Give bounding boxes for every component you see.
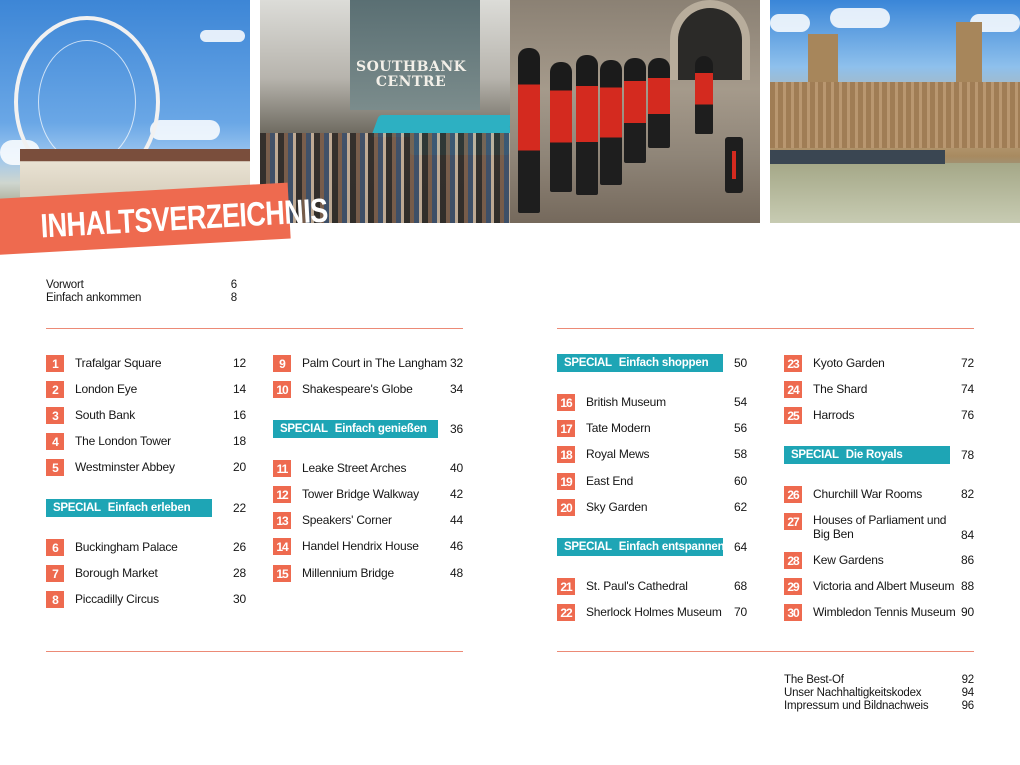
southbank-centre-photo	[260, 0, 510, 223]
entry-page: 72	[961, 356, 974, 370]
toc-outro-row[interactable]	[784, 687, 974, 700]
river-shape	[770, 163, 1020, 223]
entry-label: Palm Court in The Langham	[302, 356, 447, 370]
entry-number-badge: 3	[46, 407, 64, 424]
entry-label: Trafalgar Square	[75, 356, 162, 370]
entry-label: St. Paul's Cathedral	[586, 579, 688, 593]
entry-page: 46	[450, 539, 463, 553]
page-title: INHALTSVERZEICHNIS	[39, 191, 329, 245]
toc-entry[interactable]	[784, 513, 974, 545]
entry-number-badge: 20	[557, 499, 575, 516]
parliament-photo	[770, 0, 1020, 223]
entry-number-badge: 17	[557, 420, 575, 437]
entry-page: 90	[961, 605, 974, 619]
toc-intro-label: Vorwort	[46, 279, 84, 291]
entry-number-badge: 24	[784, 381, 802, 398]
toc-intro-page: 8	[230, 292, 237, 304]
entry-page: 48	[450, 566, 463, 580]
entry-number-badge: 2	[46, 381, 64, 398]
entry-number-badge: 1	[46, 355, 64, 372]
royal-guards-photo	[510, 0, 760, 223]
glass-facade-shape	[350, 0, 480, 110]
entry-label: Kyoto Garden	[813, 356, 885, 370]
special-tag: SPECIAL	[564, 541, 612, 553]
toc-entry[interactable]	[784, 381, 974, 399]
entry-label: Kew Gardens	[813, 553, 884, 567]
entry-label: Victoria and Albert Museum	[813, 579, 955, 593]
entry-label: Royal Mews	[586, 447, 650, 461]
entry-label: Handel Hendrix House	[302, 539, 419, 553]
entry-number-badge: 11	[273, 460, 291, 477]
toc-outro-page: 94	[961, 687, 974, 699]
entry-number-badge: 22	[557, 604, 575, 621]
palace-shape	[770, 82, 1020, 148]
entry-number-badge: 10	[273, 381, 291, 398]
toc-outro-row[interactable]	[784, 674, 974, 687]
cloud-shape	[150, 120, 220, 140]
entry-page: 26	[233, 540, 246, 554]
entry-label: Piccadilly Circus	[75, 592, 159, 606]
entry-page: 16	[233, 408, 246, 422]
guard-shape	[624, 58, 646, 163]
toc-entry[interactable]	[273, 381, 463, 399]
toc-entry[interactable]	[46, 433, 246, 451]
divider-rule	[46, 328, 463, 329]
entry-label: South Bank	[75, 408, 136, 422]
special-bar	[784, 446, 950, 464]
entry-page: 76	[961, 408, 974, 422]
special-bar	[557, 538, 723, 556]
entry-page: 74	[961, 382, 974, 396]
cloud-shape	[770, 14, 810, 32]
toc-entry[interactable]	[557, 578, 747, 596]
entry-page: 60	[734, 474, 747, 488]
entry-label: Leake Street Arches	[302, 461, 407, 475]
entry-number-badge: 21	[557, 578, 575, 595]
toc-intro-row[interactable]	[46, 279, 237, 292]
special-label: Einfach erleben	[107, 502, 191, 514]
toc-intro-label: Einfach ankommen	[46, 292, 142, 304]
toc-entry[interactable]	[46, 459, 246, 477]
toc-entry[interactable]	[46, 407, 246, 425]
entry-number-badge: 14	[273, 538, 291, 555]
entry-page: 70	[734, 605, 747, 619]
divider-rule	[557, 651, 974, 652]
toc-special-entry[interactable]	[273, 420, 463, 438]
toc-entry[interactable]	[46, 591, 246, 609]
entry-page: 68	[734, 579, 747, 593]
toc-entry[interactable]	[784, 486, 974, 504]
entry-page: 28	[233, 566, 246, 580]
entry-page: 30	[233, 592, 246, 606]
toc-entry[interactable]	[557, 420, 747, 438]
entry-number-badge: 6	[46, 539, 64, 556]
toc-entry[interactable]	[273, 355, 463, 373]
toc-outro-page: 96	[961, 700, 974, 712]
entry-number-badge: 9	[273, 355, 291, 372]
toc-entry[interactable]	[557, 394, 747, 412]
special-tag: SPECIAL	[564, 357, 612, 369]
entry-number-badge: 12	[273, 486, 291, 503]
entry-label: Borough Market	[75, 566, 158, 580]
toc-entry[interactable]	[784, 407, 974, 425]
entry-number-badge: 23	[784, 355, 802, 372]
special-tag: SPECIAL	[53, 502, 101, 514]
toc-entry[interactable]	[273, 460, 463, 478]
entry-number-badge: 26	[784, 486, 802, 503]
guard-shape	[600, 60, 622, 185]
bollard-shape	[725, 137, 743, 193]
entry-page: 58	[734, 447, 747, 461]
entry-label: Sherlock Holmes Museum	[586, 605, 722, 619]
toc-entry[interactable]	[273, 512, 463, 530]
entry-number-badge: 8	[46, 591, 64, 608]
guard-shape	[518, 48, 540, 213]
entry-label: The London Tower	[75, 434, 171, 448]
toc-entry[interactable]	[784, 552, 974, 570]
entry-label: Speakers' Corner	[302, 513, 392, 527]
toc-special-entry[interactable]	[784, 446, 974, 464]
entry-number-badge: 27	[784, 513, 802, 530]
special-label: Einfach entspannen	[618, 541, 725, 553]
divider-rule	[46, 651, 463, 652]
toc-outro-row[interactable]	[784, 700, 974, 713]
entry-page: 64	[734, 540, 747, 554]
entry-label: Houses of Parliament und Big Ben	[813, 513, 947, 541]
entry-page: 44	[450, 513, 463, 527]
toc-special-entry[interactable]	[557, 538, 747, 556]
toc-entry[interactable]	[784, 604, 974, 622]
toc-entry[interactable]	[784, 355, 974, 373]
toc-entry[interactable]	[46, 355, 246, 373]
guard-shape	[695, 56, 713, 134]
entry-number-badge: 25	[784, 407, 802, 424]
entry-number-badge: 4	[46, 433, 64, 450]
entry-page: 82	[961, 487, 974, 501]
entry-label: Churchill War Rooms	[813, 487, 923, 501]
entry-page: 56	[734, 421, 747, 435]
entry-number-badge: 30	[784, 604, 802, 621]
entry-page: 88	[961, 579, 974, 593]
entry-page: 84	[961, 528, 974, 542]
special-tag: SPECIAL	[280, 423, 328, 435]
entry-page: 50	[734, 356, 747, 370]
entry-label: London Eye	[75, 382, 138, 396]
entry-label: The Shard	[813, 382, 868, 396]
guard-shape	[648, 58, 670, 148]
entry-label: Harrods	[813, 408, 855, 422]
toc-outro-label: Unser Nachhaltigkeitskodex	[784, 687, 922, 699]
entry-label: Westminster Abbey	[75, 460, 175, 474]
entry-page: 86	[961, 553, 974, 567]
special-label: Einfach genießen	[334, 423, 427, 435]
entry-page: 22	[233, 501, 246, 515]
toc-intro-row[interactable]	[46, 292, 237, 305]
special-tag: SPECIAL	[791, 449, 839, 461]
entry-page: 18	[233, 434, 246, 448]
toc-outro-label: The Best-Of	[784, 674, 844, 686]
cloud-shape	[200, 30, 245, 42]
guard-shape	[550, 62, 572, 192]
toc-special-entry[interactable]	[46, 499, 246, 517]
guard-shape	[576, 55, 598, 195]
entry-label: Millennium Bridge	[302, 566, 394, 580]
toc-entry[interactable]	[46, 539, 246, 557]
entry-number-badge: 19	[557, 473, 575, 490]
special-bar	[46, 499, 212, 517]
toc-entry[interactable]	[557, 446, 747, 464]
entry-page: 34	[450, 382, 463, 396]
divider-rule	[557, 328, 974, 329]
entry-page: 62	[734, 500, 747, 514]
entry-label: Shakespeare's Globe	[302, 382, 413, 396]
entry-number-badge: 15	[273, 565, 291, 582]
toc-entry[interactable]	[557, 604, 747, 622]
entry-page: 32	[450, 356, 463, 370]
entry-label: British Museum	[586, 395, 666, 409]
southbank-sign: SOUTHBANK CENTRE	[356, 59, 467, 90]
westminster-bridge-shape	[770, 150, 945, 164]
toc-entry[interactable]	[557, 499, 747, 517]
cloud-shape	[830, 8, 890, 28]
toc-intro-page: 6	[230, 279, 237, 291]
special-label: Einfach shoppen	[618, 357, 709, 369]
entry-number-badge: 28	[784, 552, 802, 569]
entry-page: 12	[233, 356, 246, 370]
special-bar	[557, 354, 723, 372]
special-label: Die Royals	[845, 449, 903, 461]
entry-page: 14	[233, 382, 246, 396]
entry-label: Tate Modern	[586, 421, 651, 435]
entry-page: 36	[450, 422, 463, 436]
entry-label: Sky Garden	[586, 500, 648, 514]
toc-entry[interactable]	[46, 381, 246, 399]
toc-entry[interactable]	[784, 578, 974, 596]
toc-entry[interactable]	[46, 565, 246, 583]
entry-page: 54	[734, 395, 747, 409]
toc-special-entry[interactable]	[557, 354, 747, 372]
entry-label: Wimbledon Tennis Museum	[813, 605, 956, 619]
toc-entry[interactable]	[273, 538, 463, 556]
entry-number-badge: 7	[46, 565, 64, 582]
toc-outro-label: Impressum und Bildnachweis	[784, 700, 929, 712]
entry-label: East End	[586, 474, 634, 488]
entry-page: 78	[961, 448, 974, 462]
entry-page: 42	[450, 487, 463, 501]
entry-number-badge: 16	[557, 394, 575, 411]
entry-page: 40	[450, 461, 463, 475]
entry-number-badge: 18	[557, 446, 575, 463]
entry-label: Buckingham Palace	[75, 540, 178, 554]
toc-entry[interactable]	[273, 486, 463, 504]
toc-entry[interactable]	[273, 565, 463, 583]
toc-entry[interactable]	[557, 473, 747, 491]
special-bar	[273, 420, 438, 438]
toc-outro-page: 92	[961, 674, 974, 686]
entry-number-badge: 13	[273, 512, 291, 529]
entry-number-badge: 5	[46, 459, 64, 476]
entry-page: 20	[233, 460, 246, 474]
entry-label: Tower Bridge Walkway	[302, 487, 419, 501]
entry-number-badge: 29	[784, 578, 802, 595]
